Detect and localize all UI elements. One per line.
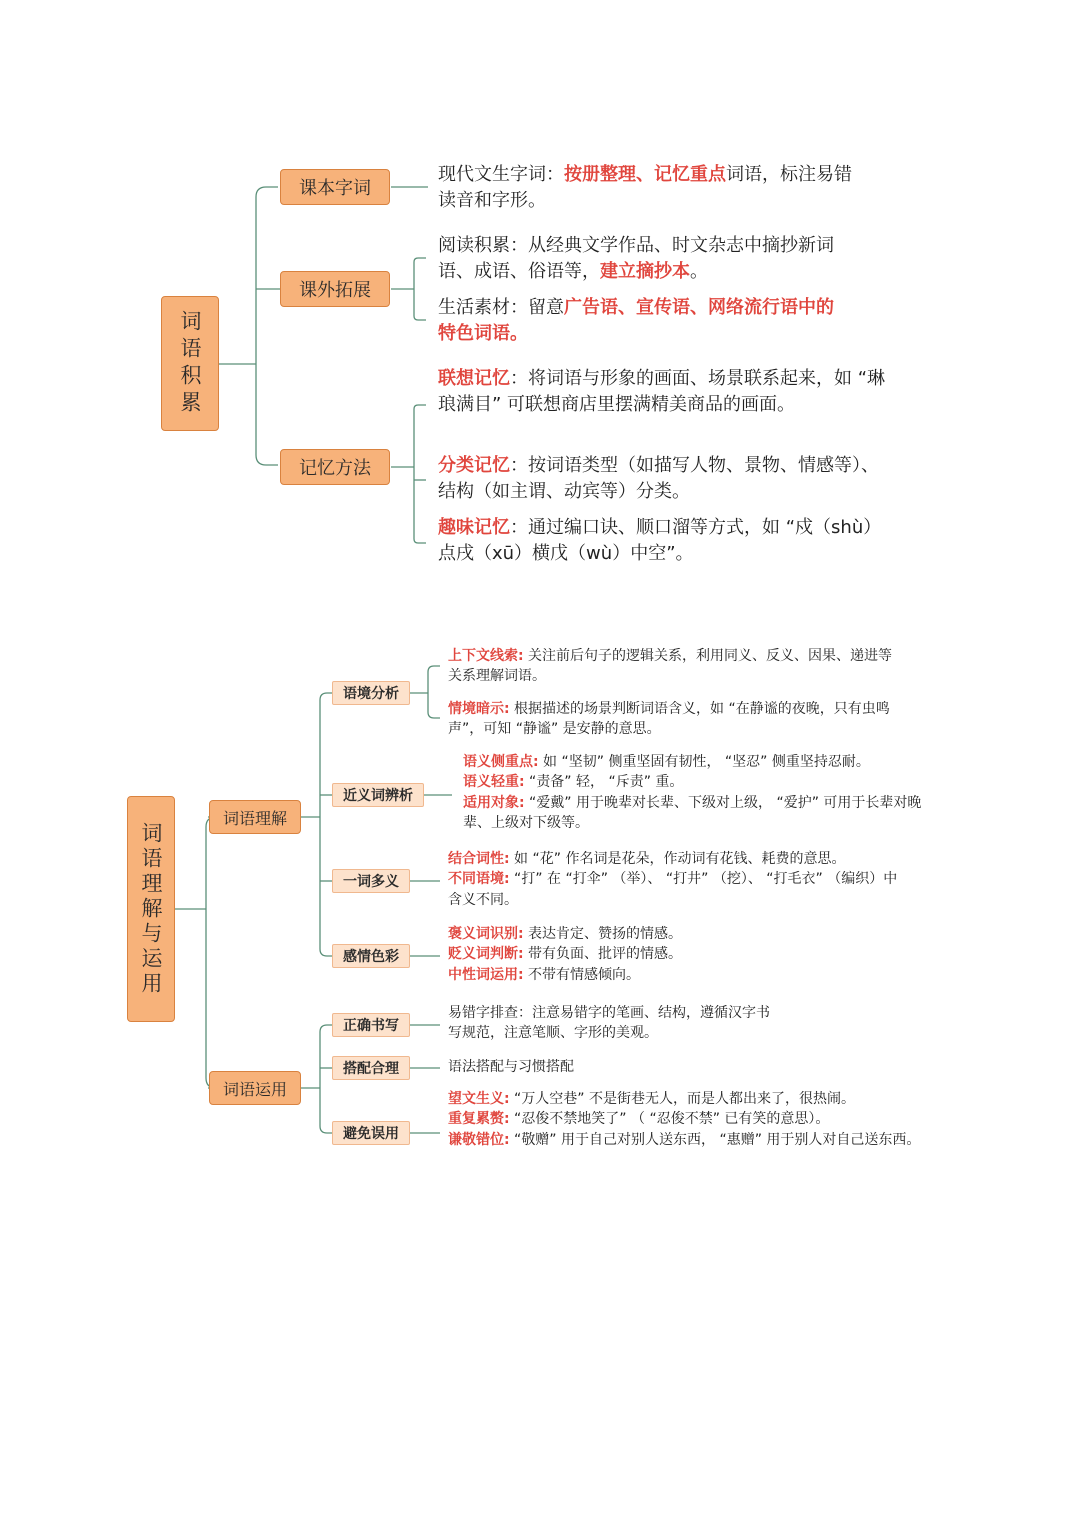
branch-textbook-words: 课本字词 — [280, 169, 390, 205]
root-node-vocabulary-accumulation: 词语积累 — [161, 296, 219, 431]
text-emotional-color: 褒义词识别: 表达肯定、赞扬的情感。 贬义词判断: 带有负面、批评的情感。 中性词运用: 不带有情感倾向。 — [448, 926, 683, 983]
sub-correct-writing: 正确书写 — [332, 1013, 410, 1037]
sub-synonym-discrimination: 近义词辨析 — [332, 783, 424, 807]
text-classification-memory: 分类记忆：按词语类型（如描写人物、景物、情感等）、结构（如主谓、动宾等）分类。 — [438, 455, 879, 503]
text-synonyms: 语义侧重点: 如 “坚韧” 侧重坚固有韧性， “坚忍” 侧重坚持忍耐。 语义轻重: “责备” 轻， “斥责” 重。 适用对象: “爱戴” 用于晚辈对长辈、下级对上级， “爱护” 可用于长辈对晚辈、上级对下级等。 — [463, 754, 922, 831]
text-collocation: 语法搭配与习惯搭配 — [448, 1059, 574, 1075]
sub-proper-collocation: 搭配合理 — [332, 1056, 410, 1080]
text-reading-accumulation: 阅读积累：从经典文学作品、时文杂志中摘抄新词语、成语、俗语等，建立摘抄本。 — [438, 235, 834, 283]
text-life-material: 生活素材：留意广告语、宣传语、网络流行语中的特色词语。 — [438, 297, 834, 345]
branch-word-understanding: 词语理解 — [209, 800, 301, 834]
branch-extracurricular: 课外拓展 — [280, 271, 390, 307]
text-fun-memory: 趣味记忆：通过编口诀、顺口溜等方式，如 “戍（shù）点戌（xū）横戊（wù）中空”。 — [438, 517, 873, 565]
root-node-understanding-usage: 词语理解与运用 — [127, 796, 175, 1022]
sub-avoid-misuse: 避免误用 — [332, 1121, 410, 1145]
text-situational-hint: 情境暗示: 根据描述的场景判断词语含义，如 “在静谧的夜晚，只有虫鸣声”，可知 “静谧” 是安静的意思。 — [448, 701, 890, 738]
text-textbook-words: 现代文生字词：按册整理、记忆重点词语，标注易错读音和字形。 — [438, 164, 852, 212]
text-avoid-misuse: 望文生义: “万人空巷” 不是街巷无人，而是人都出来了，很热闹。 重复累赘: “忍俊不禁地笑了” （ “忍俊不禁” 已有笑的意思）。 谦敬错位: “敬赠” 用于自己对别人送东西， “惠赠” 用于别人对自己送东西。 — [448, 1091, 921, 1148]
sub-polysemy: 一词多义 — [332, 869, 410, 893]
text-correct-writing: 易错字排查：注意易错字的笔画、结构，遵循汉字书写规范，注意笔顺、字形的美观。 — [448, 1005, 770, 1042]
text-polysemy: 结合词性: 如 “花” 作名词是花朵，作动词有花钱、耗费的意思。 不同语境: “打” 在 “打伞” （举）、 “打井” （挖）、 “打毛衣” （编织）中含义不同。 — [448, 851, 898, 908]
text-association-memory: 联想记忆：将词语与形象的画面、场景联系起来，如 “琳琅满目” 可联想商店里摆满精美商品的画面。 — [438, 368, 886, 416]
text-context-clues: 上下文线索: 关注前后句子的逻辑关系，利用同义、反义、因果、递进等关系理解词语。 — [448, 648, 893, 685]
sub-context-analysis: 语境分析 — [332, 681, 410, 705]
branch-word-usage: 词语运用 — [209, 1071, 301, 1105]
branch-memory-methods: 记忆方法 — [280, 449, 390, 485]
sub-emotional-color: 感情色彩 — [332, 944, 410, 968]
